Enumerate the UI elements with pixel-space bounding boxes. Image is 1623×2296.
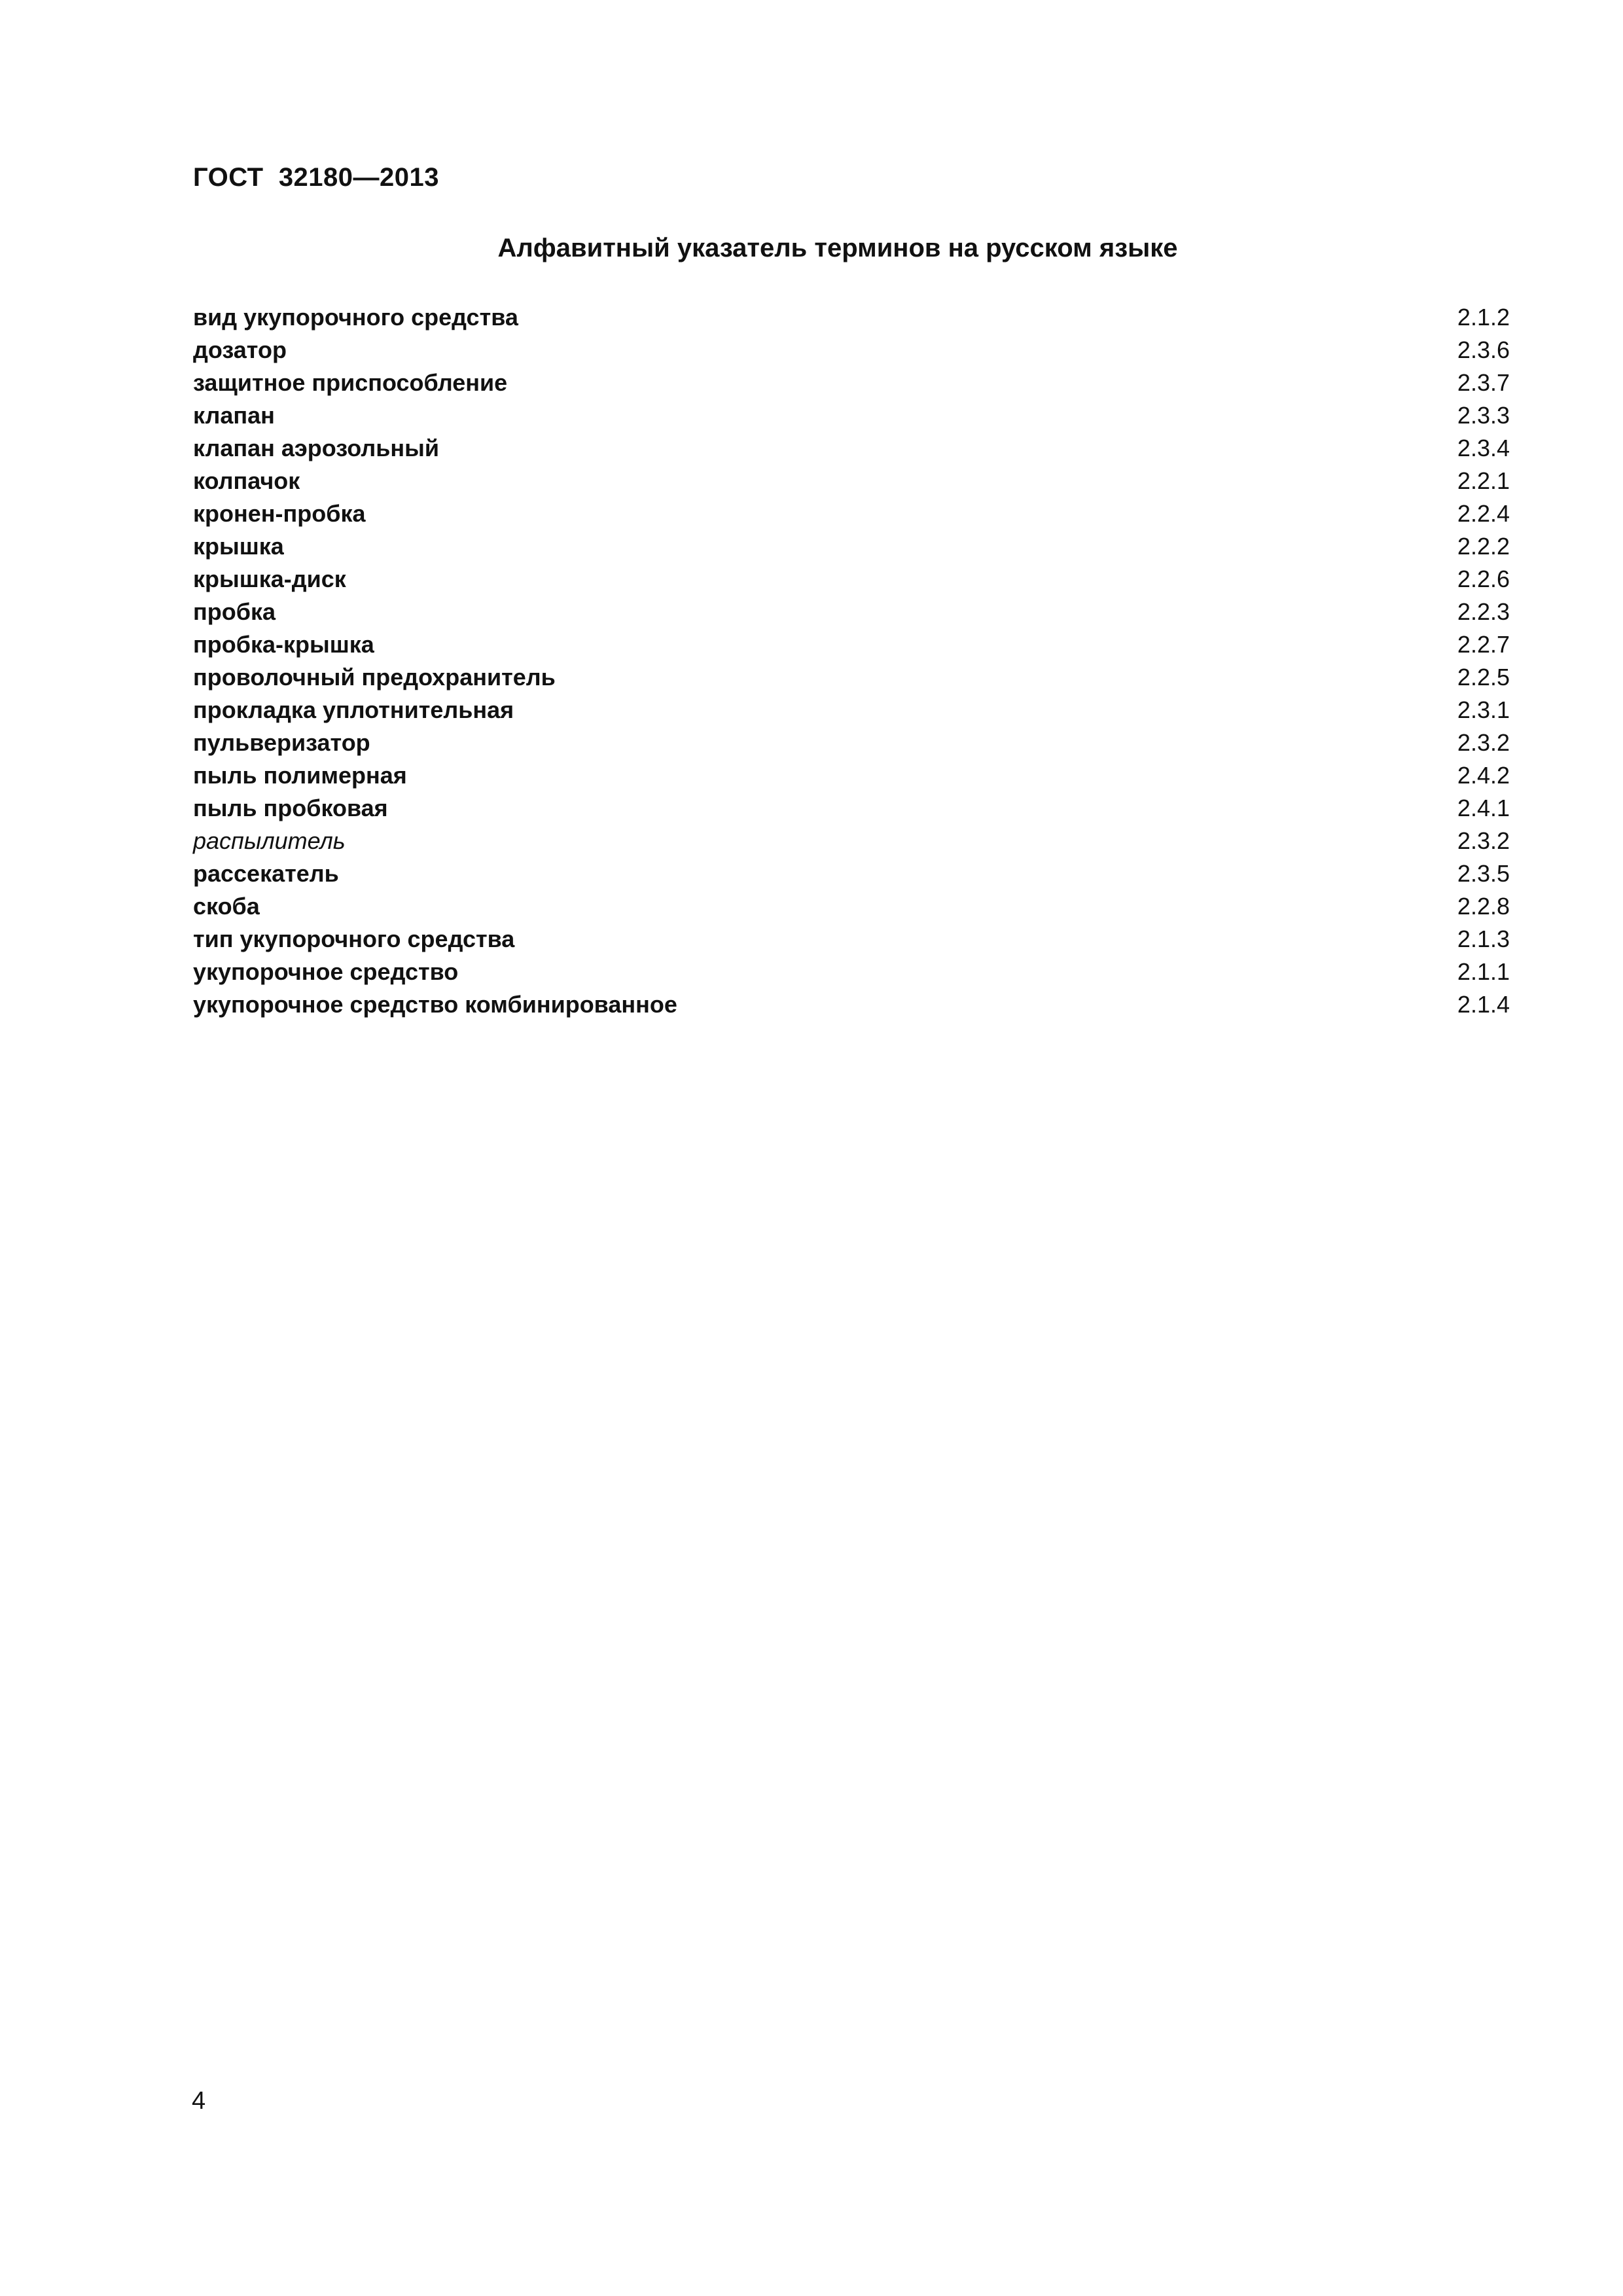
term-reference: 2.1.1 bbox=[1457, 958, 1510, 985]
term-row bbox=[193, 628, 1510, 661]
term-reference: 2.3.2 bbox=[1457, 729, 1510, 756]
term-reference: 2.4.2 bbox=[1457, 762, 1510, 789]
term-text: крышка bbox=[193, 533, 284, 560]
term-row bbox=[193, 497, 1510, 530]
term-row bbox=[193, 563, 1510, 596]
term-reference: 2.2.3 bbox=[1457, 598, 1510, 625]
term-row bbox=[193, 334, 1510, 367]
term-text: прокладка уплотнительная bbox=[193, 696, 514, 723]
term-text: рассекатель bbox=[193, 860, 339, 887]
term-text: клапан bbox=[193, 402, 275, 429]
term-row bbox=[193, 988, 1510, 1021]
term-row bbox=[193, 956, 1510, 988]
term-reference: 2.2.7 bbox=[1457, 631, 1510, 658]
term-text: колпачок bbox=[193, 467, 300, 494]
term-reference: 2.3.7 bbox=[1457, 369, 1510, 396]
term-text: дозатор bbox=[193, 336, 287, 363]
term-text: крышка-диск bbox=[193, 565, 346, 592]
term-reference: 2.4.1 bbox=[1457, 795, 1510, 821]
term-text: пыль пробковая bbox=[193, 795, 388, 821]
term-text: пыль полимерная bbox=[193, 762, 407, 789]
term-row bbox=[193, 432, 1510, 465]
term-row bbox=[193, 759, 1510, 792]
term-reference: 2.2.8 bbox=[1457, 893, 1510, 920]
term-text: пробка bbox=[193, 598, 276, 625]
term-reference: 2.2.2 bbox=[1457, 533, 1510, 560]
term-row bbox=[193, 596, 1510, 628]
term-reference: 2.2.1 bbox=[1457, 467, 1510, 494]
term-row bbox=[193, 857, 1510, 890]
term-reference: 2.3.2 bbox=[1457, 827, 1510, 854]
term-reference: 2.3.5 bbox=[1457, 860, 1510, 887]
term-reference: 2.3.4 bbox=[1457, 435, 1510, 461]
term-reference: 2.3.6 bbox=[1457, 336, 1510, 363]
term-reference: 2.2.4 bbox=[1457, 500, 1510, 527]
term-row bbox=[193, 530, 1510, 563]
term-text: укупорочное средство bbox=[193, 958, 459, 985]
term-text: защитное приспособление bbox=[193, 369, 508, 396]
term-reference: 2.1.4 bbox=[1457, 991, 1510, 1018]
term-text: вид укупорочного средства bbox=[193, 304, 518, 331]
term-row bbox=[193, 399, 1510, 432]
page-number: 4 bbox=[192, 2087, 206, 2115]
term-text: скоба bbox=[193, 893, 260, 920]
term-row bbox=[193, 694, 1510, 726]
term-row bbox=[193, 923, 1510, 956]
term-reference: 2.1.2 bbox=[1457, 304, 1510, 331]
term-index-list bbox=[193, 301, 1510, 1021]
term-text: клапан аэрозольный bbox=[193, 435, 439, 461]
index-title: Алфавитный указатель терминов на русском языке bbox=[497, 234, 1178, 262]
term-row bbox=[193, 301, 1510, 334]
term-text: проволочный предохранитель bbox=[193, 664, 556, 691]
term-text: распылитель bbox=[193, 827, 346, 854]
term-text: тип укупорочного средства bbox=[193, 925, 515, 952]
term-reference: 2.2.5 bbox=[1457, 664, 1510, 691]
term-text: кронен-пробка bbox=[193, 500, 366, 527]
term-reference: 2.3.1 bbox=[1457, 696, 1510, 723]
term-text: пульверизатор bbox=[193, 729, 370, 756]
term-row bbox=[193, 465, 1510, 497]
term-reference: 2.2.6 bbox=[1457, 565, 1510, 592]
document-code: ГОСТ 32180—2013 bbox=[193, 163, 440, 192]
term-row bbox=[193, 726, 1510, 759]
term-text: укупорочное средство комбинированное bbox=[193, 991, 677, 1018]
term-reference: 2.3.3 bbox=[1457, 402, 1510, 429]
term-row bbox=[193, 367, 1510, 399]
term-row bbox=[193, 792, 1510, 825]
term-row bbox=[193, 890, 1510, 923]
term-text: пробка-крышка bbox=[193, 631, 374, 658]
term-reference: 2.1.3 bbox=[1457, 925, 1510, 952]
term-row bbox=[193, 661, 1510, 694]
term-row bbox=[193, 825, 1510, 857]
